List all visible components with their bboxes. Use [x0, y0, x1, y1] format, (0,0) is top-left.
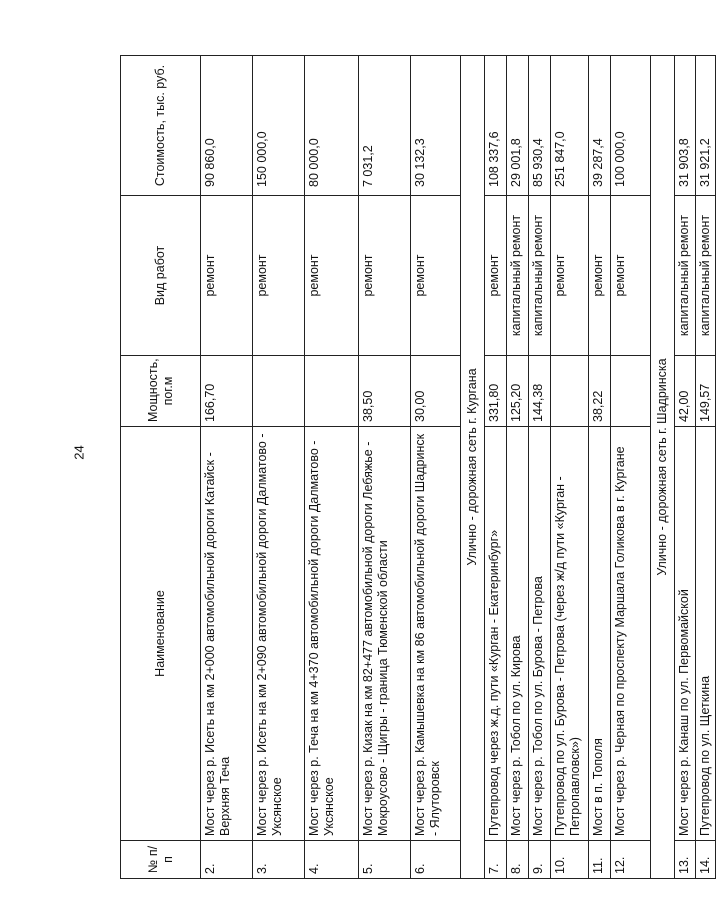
cell-name: Мост через р. Канаш по ул. Первомайской [674, 426, 695, 840]
cell-work: ремонт [610, 195, 650, 355]
cell-no: 13. [674, 840, 695, 878]
cell-cost: 85 930,4 [528, 55, 550, 195]
table-row [610, 55, 650, 878]
cell-cost: 80 000,0 [304, 55, 358, 195]
table-row [550, 55, 588, 878]
cell-cost: 100 000,0 [610, 55, 650, 195]
table-row [484, 55, 506, 878]
header-power: Мощность, пог.м [120, 355, 200, 426]
cell-name: Мост через р. Черная по проспекту Маршала Голикова в г. Кургане [610, 426, 650, 840]
cell-work: капитальный ремонт [695, 195, 715, 355]
cell-no: 8. [506, 840, 528, 878]
cell-power: 149,57 [695, 355, 715, 426]
cell-power: 38,22 [588, 355, 610, 426]
cell-power: 144,38 [528, 355, 550, 426]
cell-power: 166,70 [200, 355, 252, 426]
section-title-kurgan: Улично - дорожная сеть г. Кургана [460, 55, 484, 878]
header-work: Вид работ [120, 195, 200, 355]
cell-name: Мост через р. Кизак на км 82+477 автомобильной дороги Лебяжье - Мокроусово - Щигры - граница Тюменской области [358, 426, 410, 840]
cell-no: 5. [358, 840, 410, 878]
cell-name: Путепровод по ул. Бурова - Петрова (через ж/д пути «Курган - Петропавловск») [550, 426, 588, 840]
cell-power: 42,00 [674, 355, 695, 426]
page-number: 24 [71, 445, 87, 460]
cell-cost: 150 000,0 [252, 55, 304, 195]
cell-cost: 31 921,2 [695, 55, 715, 195]
cell-no: 12. [610, 840, 650, 878]
cell-cost: 108 337,6 [484, 55, 506, 195]
cell-work: капитальный ремонт [528, 195, 550, 355]
cell-power [304, 355, 358, 426]
cell-work: ремонт [200, 195, 252, 355]
cell-power [610, 355, 650, 426]
cell-no: 7. [484, 840, 506, 878]
cell-name: Мост через р. Тобол по ул. Кирова [506, 426, 528, 840]
cell-no: 3. [252, 840, 304, 878]
cell-name: Мост через р. Исеть на км 2+000 автомобильной дороги Катайск - Верхняя Теча [200, 426, 252, 840]
cell-work: ремонт [550, 195, 588, 355]
table-row [200, 55, 252, 878]
cell-name: Мост в п. Тополя [588, 426, 610, 840]
cell-no: 14. [695, 840, 715, 878]
table-row [674, 55, 695, 878]
table-row [252, 55, 304, 878]
cell-no: 6. [410, 840, 460, 878]
cell-cost: 90 860,0 [200, 55, 252, 195]
cell-no: 4. [304, 840, 358, 878]
header-name: Наименование [120, 426, 200, 840]
cell-no: 2. [200, 840, 252, 878]
cell-cost: 31 903,8 [674, 55, 695, 195]
cell-work: ремонт [484, 195, 506, 355]
cell-cost: 29 001,8 [506, 55, 528, 195]
cell-work: капитальный ремонт [674, 195, 695, 355]
section-row-kurgan [460, 55, 484, 878]
table-row [506, 55, 528, 878]
header-cost: Стоимость, тыс. руб. [120, 55, 200, 195]
rotated-table-wrapper [120, 56, 712, 879]
cell-power: 30,00 [410, 355, 460, 426]
cell-cost: 251 847,0 [550, 55, 588, 195]
cell-power [550, 355, 588, 426]
cell-power: 125,20 [506, 355, 528, 426]
table-row [528, 55, 550, 878]
table-row [358, 55, 410, 878]
cell-work: капитальный ремонт [506, 195, 528, 355]
cell-power [252, 355, 304, 426]
cell-name: Путепровод через ж.д. пути «Курган - Екатеринбург» [484, 426, 506, 840]
cell-no: 9. [528, 840, 550, 878]
section-row-shadrinsk [650, 55, 674, 878]
table-row [304, 55, 358, 878]
cell-name: Мост через р. Теча на км 4+370 автомобильной дороги Далматово - Уксянское [304, 426, 358, 840]
bridges-table [120, 55, 716, 879]
section-title-shadrinsk: Улично - дорожная сеть г. Шадринска [650, 55, 674, 878]
cell-work: ремонт [358, 195, 410, 355]
table-row [695, 55, 715, 878]
cell-cost: 30 132,3 [410, 55, 460, 195]
cell-work: ремонт [252, 195, 304, 355]
cell-name: Мост через р. Исеть на км 2+090 автомобильной дороги Далматово - Уксянское [252, 426, 304, 840]
table-row [410, 55, 460, 878]
header-no: № п/п [120, 840, 200, 878]
cell-name: Мост через р. Тобол по ул. Бурова - Петрова [528, 426, 550, 840]
cell-no: 10. [550, 840, 588, 878]
cell-name: Путепровод по ул. Щеткина [695, 426, 715, 840]
cell-power: 38,50 [358, 355, 410, 426]
cell-name: Мост через р. Камышевка на км 86 автомобильной дороги Шадринск - Ялуторовск [410, 426, 460, 840]
cell-no: 11. [588, 840, 610, 878]
cell-work: ремонт [588, 195, 610, 355]
cell-cost: 7 031,2 [358, 55, 410, 195]
cell-work: ремонт [410, 195, 460, 355]
table-header-row [120, 55, 200, 878]
cell-cost: 39 287,4 [588, 55, 610, 195]
cell-work: ремонт [304, 195, 358, 355]
cell-power: 331,80 [484, 355, 506, 426]
table-row [588, 55, 610, 878]
